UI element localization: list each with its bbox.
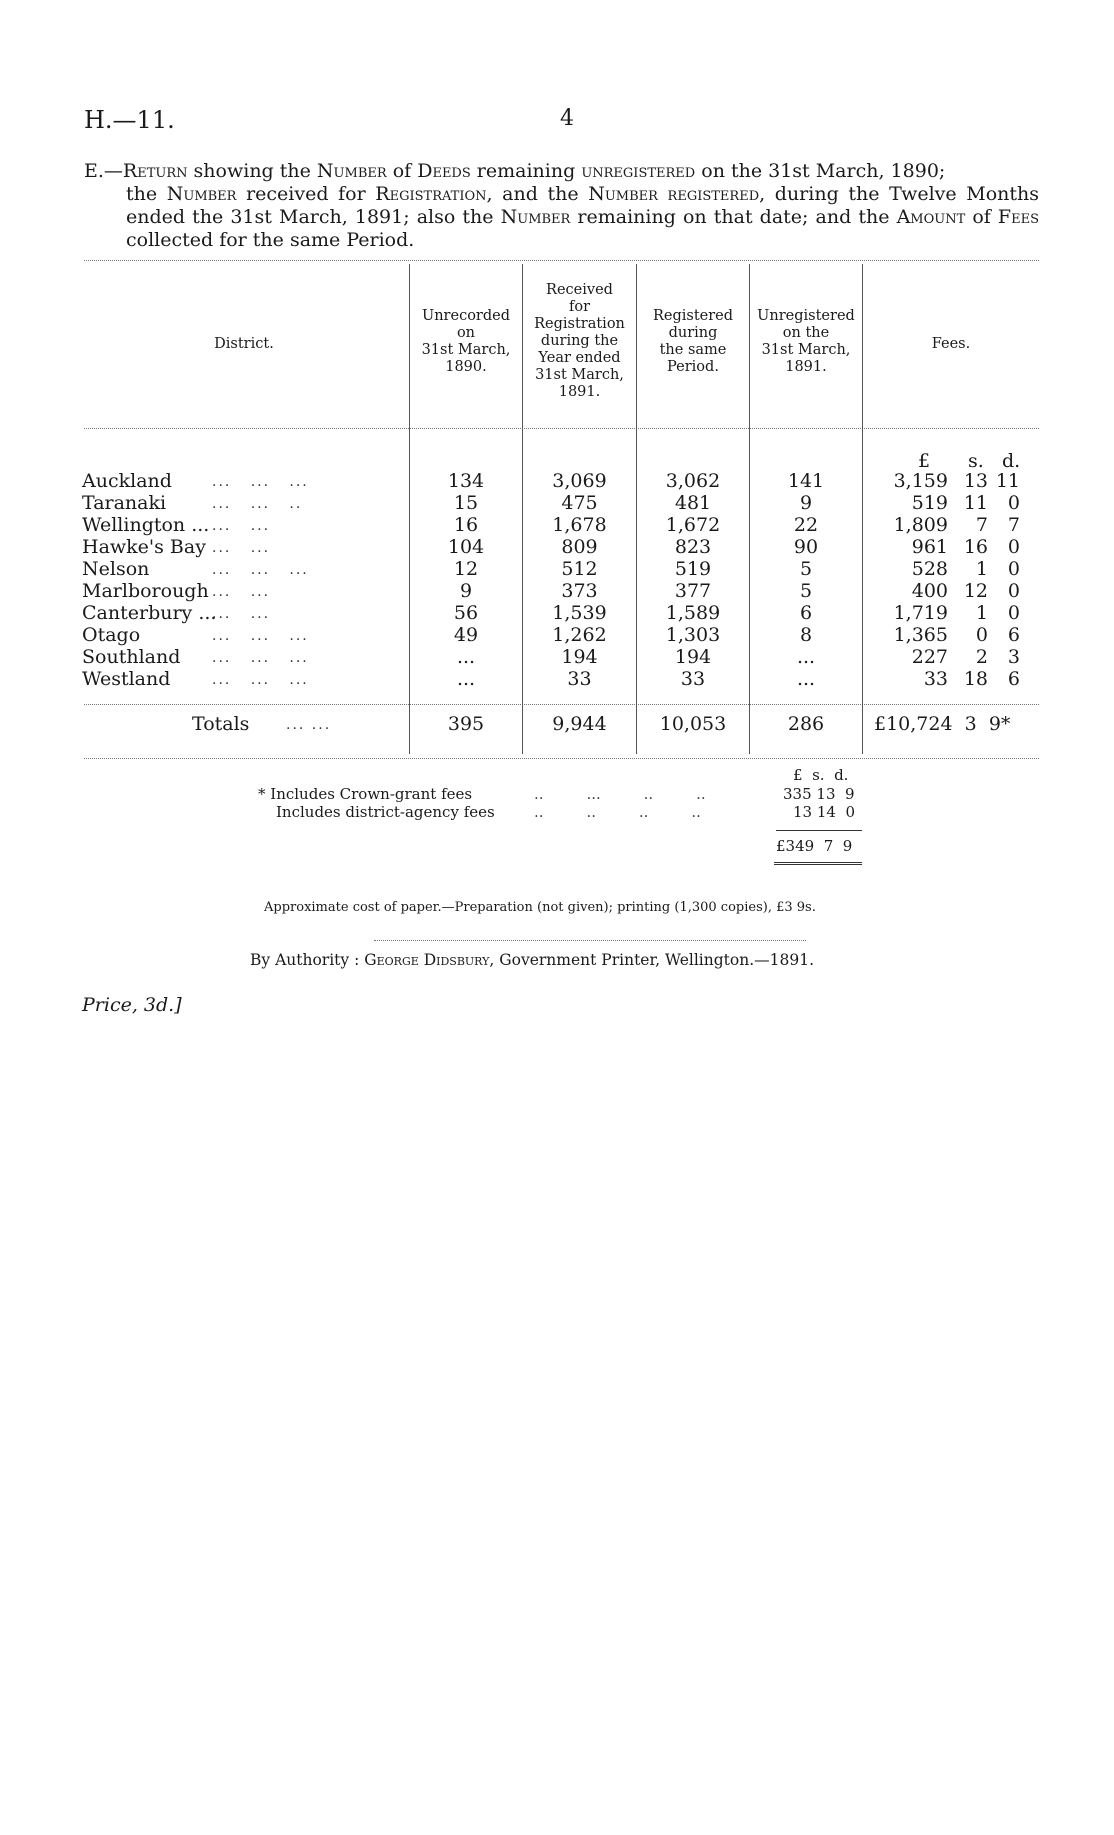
header-line: for [568, 299, 591, 315]
footnote-units: £ s. d. [793, 766, 849, 784]
received-value: 194 [561, 646, 598, 668]
price: Price, 3d.] [82, 994, 182, 1016]
registered-value: 377 [674, 580, 712, 602]
header-line: Year ended [538, 350, 621, 366]
header-fees: Fees. [931, 336, 971, 352]
fee-pence: 11 [995, 470, 1020, 492]
fee-pounds: 1,719 [893, 602, 948, 624]
district-name: Otago [82, 624, 141, 646]
fee-pounds: 3,159 [893, 470, 948, 492]
unregistered-value: 6 [799, 602, 813, 624]
registered-value: 823 [674, 536, 712, 558]
fee-unit-pence: d. [1002, 450, 1021, 472]
heading-part: collected for the same Period. [126, 229, 415, 251]
totals-label: Totals [192, 713, 250, 735]
unregistered-value: 9 [799, 492, 813, 514]
fee-pence: 3 [1007, 646, 1020, 668]
cost-note: Approximate cost of paper.—Preparation (not given); printing (1,300 copies), £3 9s. [264, 900, 816, 915]
fee-unit-pounds: £ [918, 450, 931, 472]
totals-registered: 10,053 [659, 713, 727, 735]
unregistered-value: ... [796, 668, 816, 690]
leader-dots: ... ... [212, 540, 271, 556]
unregistered-value: 5 [799, 558, 813, 580]
fee-shillings: 18 [963, 668, 988, 690]
heading-part: Number registered [588, 183, 760, 205]
unrecorded-value: 56 [453, 602, 479, 624]
table-bottom-rule [84, 758, 1039, 759]
fee-pence: 0 [1007, 602, 1020, 624]
district-name: Taranaki [82, 492, 167, 514]
leader-dots: ... ... ... [212, 562, 309, 578]
header-line: 1890. [445, 359, 487, 375]
received-value: 512 [561, 558, 598, 580]
header-received [523, 282, 636, 401]
totals-fees: £10,724 3 9* [874, 713, 1011, 735]
header-line: 31st March, [535, 367, 624, 383]
footnote-agency-value: 13 14 0 [793, 803, 856, 821]
header-line: on the [782, 325, 830, 341]
unregistered-value: 8 [799, 624, 813, 646]
footnote-sum-rule [776, 830, 862, 831]
printer-suffix: , Government Printer, Wellington.—1891. [489, 951, 814, 969]
district-name: Auckland [82, 470, 172, 492]
unregistered-value: 5 [799, 580, 813, 602]
header-line: 31st March, [761, 342, 851, 358]
footnote-agency-label: Includes district-agency fees [276, 803, 495, 821]
totals-unrecorded: 395 [447, 713, 485, 735]
district-name: Westland [82, 668, 171, 690]
heading-part: received for [236, 183, 376, 205]
heading-part: the [126, 183, 167, 205]
totals-dots: ... ... [286, 717, 332, 733]
registered-value: 1,303 [665, 624, 721, 646]
leader-dots: ... ... ... [212, 628, 309, 644]
totals-unregistered: 286 [787, 713, 825, 735]
heading-part: Registration [375, 183, 487, 205]
leader-dots: ... ... .. [212, 496, 303, 512]
printer-line [250, 951, 814, 969]
header-line: the same [659, 342, 727, 358]
district-name: Southland [82, 646, 181, 668]
header-line: during [668, 325, 718, 341]
fee-shillings: 16 [963, 536, 988, 558]
page-number: 4 [560, 106, 574, 131]
heading-part: Number [166, 183, 237, 205]
heading-part: remaining on that date; and the [570, 206, 897, 228]
fee-pounds: 227 [911, 646, 948, 668]
fee-pounds: 519 [911, 492, 948, 514]
fee-shillings: 7 [975, 514, 988, 536]
leader-dots: ... ... ... [212, 672, 309, 688]
fee-pence: 0 [1007, 536, 1020, 558]
unrecorded-value: 12 [453, 558, 479, 580]
district-name: Wellington ... [82, 514, 210, 536]
header-district: District. [214, 336, 274, 352]
received-value: 1,678 [552, 514, 607, 536]
fee-pence: 0 [1007, 492, 1020, 514]
received-value: 1,262 [552, 624, 607, 646]
leader-dots: ... ... [212, 584, 271, 600]
received-value: 809 [561, 536, 598, 558]
totals-top-rule [84, 704, 1039, 705]
fee-pounds: 961 [911, 536, 948, 558]
received-value: 3,069 [552, 470, 607, 492]
heading-part: , and the [486, 183, 589, 205]
leader-dots: ... ... ... [212, 650, 309, 666]
unrecorded-value: 16 [453, 514, 479, 536]
heading-part: showing the [187, 160, 317, 182]
heading-part: Deeds [417, 160, 471, 182]
header-line: 31st March, [421, 342, 511, 358]
unrecorded-value: 15 [453, 492, 479, 514]
unrecorded-value: ... [456, 646, 476, 668]
fee-unit-shillings: s. [968, 450, 984, 472]
heading-part: unregistered [581, 160, 696, 182]
received-value: 1,539 [552, 602, 607, 624]
table-heading [84, 160, 1039, 252]
document-code: H.—11. [84, 106, 175, 134]
header-unrecorded [410, 308, 522, 376]
printer-rule [374, 940, 806, 941]
footnote-crown-grant-value: 335 13 9 [783, 785, 855, 803]
fee-pence: 0 [1007, 558, 1020, 580]
registered-value: 3,062 [665, 470, 721, 492]
printer-prefix: By Authority : [250, 951, 365, 969]
registered-value: 33 [680, 668, 706, 690]
header-unregistered [750, 308, 862, 376]
registered-value: 194 [674, 646, 712, 668]
header-line: 1891. [558, 384, 601, 400]
fee-pounds: 33 [923, 668, 948, 690]
heading-part: Return [122, 160, 188, 182]
leader-dots: ... ... [212, 606, 271, 622]
fee-pence: 6 [1007, 624, 1020, 646]
district-name: Marlborough [82, 580, 209, 602]
fee-shillings: 0 [975, 624, 988, 646]
received-value: 373 [561, 580, 598, 602]
fee-pence: 0 [1007, 580, 1020, 602]
fee-shillings: 1 [975, 558, 988, 580]
heading-part: Number [500, 206, 571, 228]
fee-pounds: 528 [911, 558, 948, 580]
unregistered-value: 90 [793, 536, 819, 558]
fee-shillings: 11 [963, 492, 988, 514]
header-line: Registered [652, 308, 734, 324]
received-value: 33 [567, 668, 592, 690]
unrecorded-value: ... [456, 668, 476, 690]
header-bottom-rule [84, 428, 1039, 429]
fee-pounds: 1,809 [893, 514, 948, 536]
heading-part: , during the Twelve Months ended the 31st March, 1891; also the [126, 183, 1039, 228]
header-line: 1891. [785, 359, 827, 375]
leader-dots: ... ... [212, 518, 271, 534]
heading-part: Fees [997, 206, 1039, 228]
heading-part: E.— [84, 160, 123, 182]
header-line: on [456, 325, 476, 341]
header-line: Received [546, 282, 613, 298]
district-name: Nelson [82, 558, 150, 580]
unrecorded-value: 134 [447, 470, 485, 492]
registered-value: 519 [674, 558, 712, 580]
leader-dots: ... ... ... [212, 474, 309, 490]
fee-shillings: 12 [963, 580, 988, 602]
registered-value: 1,589 [665, 602, 721, 624]
unregistered-value: 22 [793, 514, 819, 536]
fee-shillings: 1 [975, 602, 988, 624]
footnote-double-rule [774, 862, 862, 865]
district-name: Canterbury ... [82, 602, 217, 624]
registered-value: 481 [674, 492, 712, 514]
table-top-rule [84, 260, 1039, 261]
fee-shillings: 13 [963, 470, 988, 492]
heading-part: Number [316, 160, 387, 182]
header-line: Unrecorded [422, 308, 510, 324]
fee-shillings: 2 [975, 646, 988, 668]
header-line: during the [540, 333, 619, 349]
unregistered-value: 141 [787, 470, 825, 492]
registered-value: 1,672 [665, 514, 721, 536]
header-registered [637, 308, 749, 376]
printer-name: George Didsbury [364, 951, 490, 969]
header-line: Period. [667, 359, 719, 375]
unrecorded-value: 104 [447, 536, 485, 558]
heading-part: remaining [470, 160, 582, 182]
unrecorded-value: 49 [453, 624, 479, 646]
fee-pence: 7 [1007, 514, 1020, 536]
fee-pounds: 400 [911, 580, 948, 602]
footnote-agency-dots: .. .. .. .. [534, 803, 701, 821]
fee-pounds: 1,365 [893, 624, 948, 646]
footnote-crown-grant-label: * Includes Crown-grant fees [258, 785, 473, 803]
fee-pence: 6 [1007, 668, 1020, 690]
footnote-total: £349 7 9 [776, 837, 853, 855]
heading-part: Amount [896, 206, 966, 228]
unregistered-value: ... [796, 646, 816, 668]
district-name: Hawke's Bay [82, 536, 206, 558]
unrecorded-value: 9 [459, 580, 473, 602]
heading-part: of [965, 206, 998, 228]
heading-part: of [386, 160, 418, 182]
received-value: 475 [561, 492, 598, 514]
header-line: Unregistered [757, 308, 855, 324]
totals-received: 9,944 [552, 713, 607, 735]
footnote-crown-grant-dots: .. ... .. .. [534, 785, 706, 803]
header-line: Registration [534, 316, 625, 332]
heading-part: on the 31st March, 1890; [695, 160, 946, 182]
